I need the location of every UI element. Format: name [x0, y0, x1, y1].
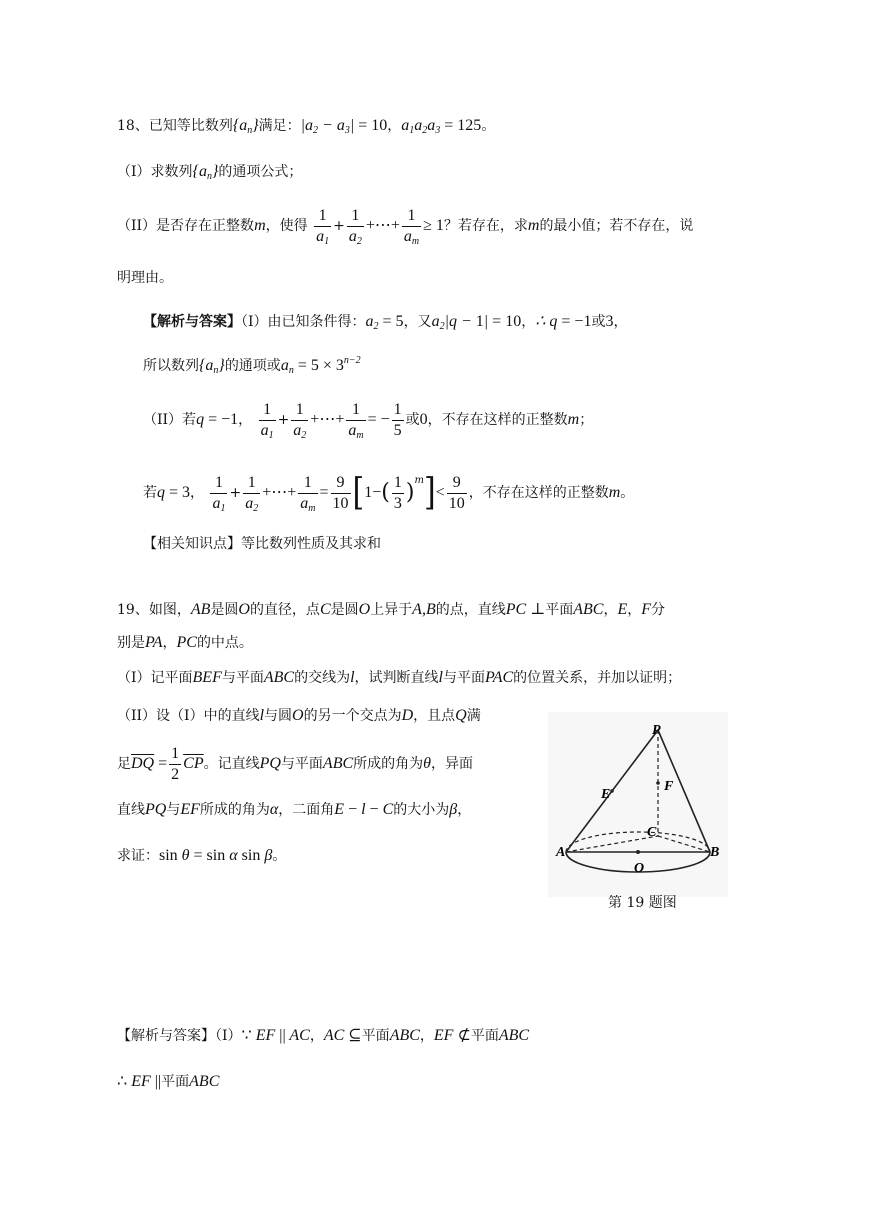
q18-part2-continued: 明理由。 — [117, 270, 173, 286]
label-F: F — [664, 779, 674, 794]
figure-caption: 第 19 题图 — [608, 895, 677, 911]
q19-statement-2: 别是PA，PC的中点。 — [117, 634, 253, 651]
label-C: C — [647, 825, 657, 840]
q18-answer-3: （II）若q = −1， $\frac{1}{a_1}$ + $\frac{1}{a_2}$ +⋯+ $\frac{1}{a_m}$ = − $\frac{1}{5}$ 或0，不存在这样的正整数m； — [143, 400, 594, 441]
q18-part1: （I）求数列$\{a_n\}$的通项公式； — [117, 163, 303, 182]
q18-answer-4: 若q = 3， $\frac{1}{a_1}$ + $\frac{1}{a_2}$ +⋯+ $\frac{1}{a_m}$ = $\frac{9}{10}$ [1−( $\frac{1}{3}$ )$^m$]< $\frac{9}{10}$ ，不存在这样的正整数m。 — [143, 470, 635, 515]
label-P: P — [652, 723, 661, 738]
q19-answer-2: ∴ EF ||平面ABC — [117, 1073, 220, 1090]
q19-statement-1: 19、如图，AB是圆O的直径，点C是圆O上异于A,B的点，直线PC ⊥平面ABC，E，F分 — [117, 601, 665, 618]
label-E: E — [601, 787, 611, 802]
q18-knowledge-point: 【相关知识点】等比数列性质及其求和 — [143, 536, 381, 552]
cone-figure — [548, 712, 728, 897]
q19-part2-1: （II）设（I）中的直线l与圆O的另一个交点为D，且点Q满 — [117, 707, 481, 724]
label-B: B — [710, 845, 720, 860]
label-O: O — [634, 861, 645, 876]
q19-part2-3: 直线PQ与EF所成的角为α，二面角E − l − C的大小为β， — [117, 801, 472, 818]
q18-part2: （II）是否存在正整数m，使得 $\frac{1}{a_1}$ + $\frac{1}{a_2}$ +⋯+ $\frac{1}{a_m}$ ≥ 1？若存在，求m的最小值；若不存在，说 — [117, 206, 694, 247]
q18-statement: 18、已知等比数列$\{a_n\}$满足：$|a_2 - a_3| = 10$，$a_1a_2a_3 = 125$。 — [117, 117, 496, 136]
label-A: A — [556, 845, 566, 860]
q18-answer-2: 所以数列$\{a_n\}$的通项或$a_n = 5 \times 3^{n-2}$ — [143, 355, 361, 376]
q19-answer-1: 【解析与答案】（I）∵ EF || AC，AC ⊆平面ABC，EF ⊄平面ABC — [117, 1027, 530, 1044]
q19-part2-2: 足$\overline{DQ}$ = $\frac{1}{2}$ $\overline{CP}$。记直线PQ与平面ABC所成的角为θ，异面 — [117, 744, 473, 783]
q19-part1: （I）记平面BEF与平面ABC的交线为l，试判断直线l与平面PAC的位置关系，并加以证明； — [117, 669, 682, 686]
q18-answer-1: 【解析与答案】（I）由已知条件得：$a_2 = 5$，又$a_2|q - 1| = 10$，∴ q = −1或3， — [143, 313, 628, 332]
q19-part2-4: 求证：sin θ = sin α sin β。 — [117, 847, 287, 864]
